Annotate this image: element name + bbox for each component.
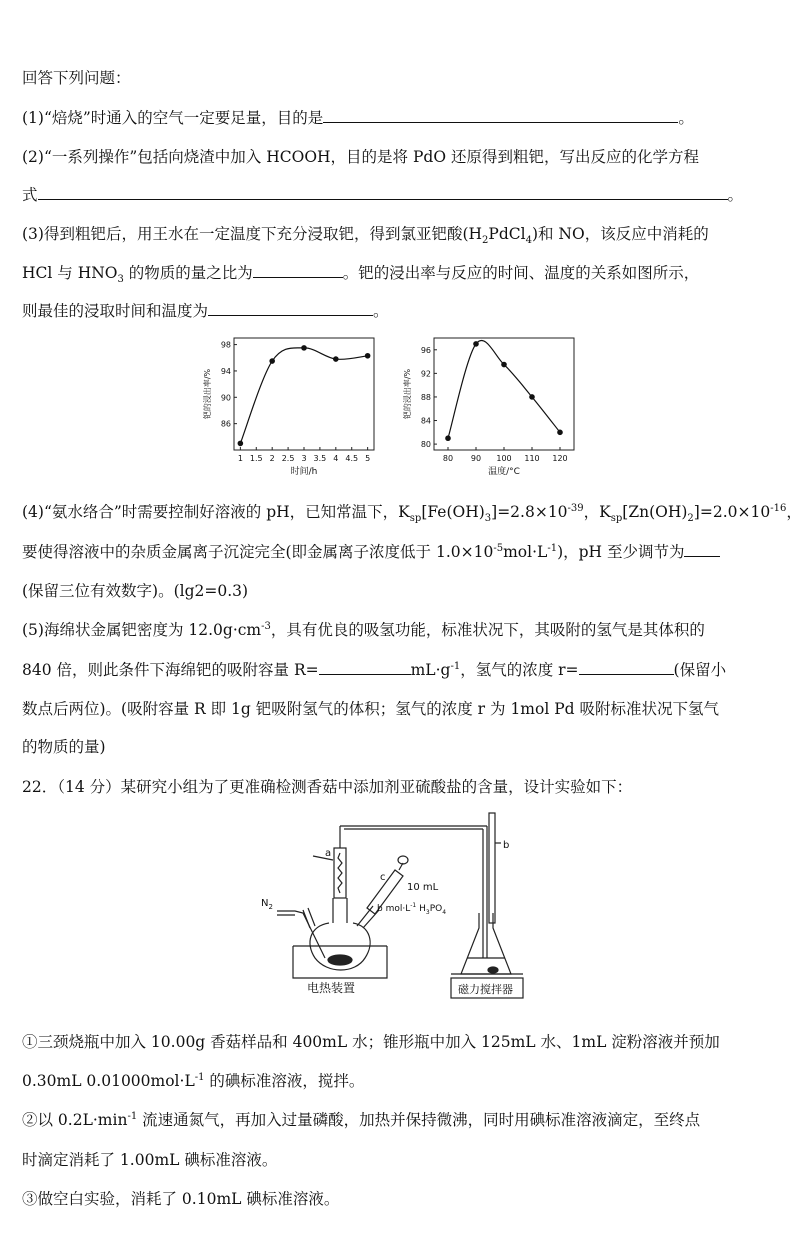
x-tick-label: 3 — [301, 454, 307, 463]
data-point — [529, 394, 535, 400]
y-axis-label: 钯的浸出率/% — [203, 368, 212, 420]
question-4: (4)“氨水络合”时需要控制好溶液的 pH，已知常温下，$K_{sp}[Fe(OH)_3]=2.8\times 10^{-39}$，$K_{sp}[Zn(OH)_2]=2.0\times 10^{-16}$， — [22, 502, 802, 525]
question-4-cont2: (保留三位有效数字)。(lg2=0.3) — [22, 582, 249, 600]
data-point — [557, 430, 563, 436]
x-tick-label: 1.5 — [249, 454, 263, 463]
step-1: ①三颈烧瓶中加入 10.00g 香菇样品和 400mL 水；锥形瓶中加入 125mL 水、1mL 淀粉溶液并预加 — [22, 1033, 720, 1051]
x-axis-label: 温度/°C — [488, 467, 520, 477]
y-tick-label: 90 — [220, 393, 231, 403]
answer-blank[interactable] — [253, 263, 343, 278]
y-tick-label: 88 — [420, 392, 431, 402]
nitrogen-inlet — [277, 911, 325, 958]
question-3: (3)得到粗钯后，用王水在一定温度下充分浸取钯，得到氯亚钯酸$(H_2PdCl_4)$和 NO，该反应中消耗的 — [22, 225, 709, 247]
question-2-cont: 式 。 — [22, 186, 744, 204]
label-c: c — [380, 872, 386, 883]
question-5-cont2: 数点后两位)。(吸附容量 R 即 1g 钯吸附氢气的体积；氢气的浓度 r 为 1mol Pd 吸附标准状况下氢气 — [22, 700, 720, 718]
data-point — [445, 435, 451, 441]
y-tick-label: 84 — [420, 416, 431, 426]
x-tick-label: 100 — [496, 454, 512, 463]
data-point — [301, 345, 307, 351]
acid-label: b $mol\cdot L^{-1}$ $H_3PO_4$ — [377, 902, 447, 916]
leaching-vs-time-chart — [200, 330, 390, 485]
label-b: b — [503, 840, 510, 851]
question-22: 22．（14 分）某研究小组为了更准确检测香菇中添加剂亚硫酸盐的含量，设计实验如下： — [22, 778, 633, 796]
x-tick-label: 1 — [237, 454, 243, 463]
x-axis-label: 时间/h — [290, 467, 318, 477]
y-tick-label: 94 — [220, 366, 231, 376]
answer-blank[interactable] — [319, 660, 411, 675]
label-a: a — [325, 848, 332, 859]
conical-flask — [461, 913, 511, 974]
question-5-cont: 840 倍，则此条件下海绵钯的吸附容量 $R= mL\cdot g^{-1}$，氢气的浓度 r= (保留小 — [22, 660, 727, 679]
answer-blank[interactable] — [323, 108, 678, 123]
plot-frame — [434, 338, 574, 450]
answer-blank[interactable] — [684, 542, 720, 557]
x-tick-label: 2 — [269, 454, 275, 463]
y-tick-label: 92 — [420, 369, 431, 379]
y-tick-label: 80 — [420, 440, 431, 450]
intro-line: 回答下列问题： — [22, 69, 131, 87]
series-line — [448, 340, 560, 438]
series-line — [240, 348, 367, 444]
burette — [489, 813, 495, 923]
step-2-cont: 时滴定消耗了 1.00mL 碘标准溶液。 — [22, 1151, 278, 1169]
x-tick-label: 110 — [524, 454, 540, 463]
y-tick-label: 86 — [220, 419, 231, 429]
apparatus-diagram — [255, 808, 535, 1003]
leaching-vs-temperature-chart — [400, 330, 590, 485]
answer-blank[interactable] — [208, 301, 373, 316]
step-2: ②以 $0.2L\cdot\min^{-1}$ 流速通氮气，再加入过量磷酸，加热并保持微沸，同时用碘标准溶液滴定，至终点 — [22, 1110, 701, 1129]
x-tick-label: 120 — [552, 454, 568, 463]
question-5-cont3: 的物质的量) — [22, 738, 106, 756]
x-tick-label: 2.5 — [281, 454, 295, 463]
x-tick-label: 4 — [333, 454, 339, 463]
x-tick-label: 5 — [365, 454, 371, 463]
y-tick-label: 98 — [220, 340, 231, 350]
step-1-cont: 0.30mL $0.01000mol\cdot L^{-1}$ 的碘标准溶液，搅拌。 — [22, 1071, 365, 1090]
condenser — [334, 848, 346, 898]
plot-frame — [234, 338, 374, 450]
step-3: ③做空白实验，消耗了 0.10mL 碘标准溶液。 — [22, 1190, 340, 1208]
x-tick-label: 3.5 — [313, 454, 327, 463]
answer-blank[interactable] — [38, 185, 728, 200]
question-3-cont2: 则最佳的浸取时间和温度为 。 — [22, 302, 389, 320]
heater-label: 电热装置 — [307, 981, 356, 995]
data-point — [365, 353, 371, 359]
volume-label: 10 mL — [407, 882, 439, 893]
y-axis-label: 钯的浸出率/% — [403, 368, 412, 420]
x-tick-label: 80 — [442, 454, 454, 463]
answer-blank[interactable] — [579, 660, 674, 675]
gas-label: $N_2$ — [261, 898, 273, 911]
stirrer-label: 磁力搅拌器 — [458, 983, 513, 996]
question-4-cont: 要使得溶液中的杂质金属离子沉淀完全(即金属离子浓度低于 $1.0\times 10^{-5}mol\cdot L^{-1}$)，pH 至少调节为 — [22, 540, 720, 562]
question-2: (2)“一系列操作”包括向烧渣中加入 HCOOH，目的是将 PdO 还原得到粗钯，写出反应的化学方程 — [22, 148, 699, 166]
x-tick-label: 4.5 — [345, 454, 359, 463]
data-point — [501, 362, 507, 368]
x-tick-label: 90 — [470, 454, 482, 463]
question-3-cont: HCl 与 $HNO_3$ 的物质的量之比为 。钯的浸出率与反应的时间、温度的关系如图所示， — [22, 264, 700, 286]
question-5: (5)海绵状金属钯密度为 $12.0g\cdot cm^{-3}$，具有优良的吸氢功能，标准状况下，其吸附的氢气是其体积的 — [22, 620, 705, 639]
question-1: (1)“焙烧”时通入的空气一定要足量，目的是 。 — [22, 109, 694, 127]
data-point — [333, 356, 339, 362]
data-point — [238, 441, 244, 447]
y-tick-label: 96 — [420, 345, 431, 355]
data-point — [269, 358, 275, 364]
data-point — [473, 341, 479, 347]
